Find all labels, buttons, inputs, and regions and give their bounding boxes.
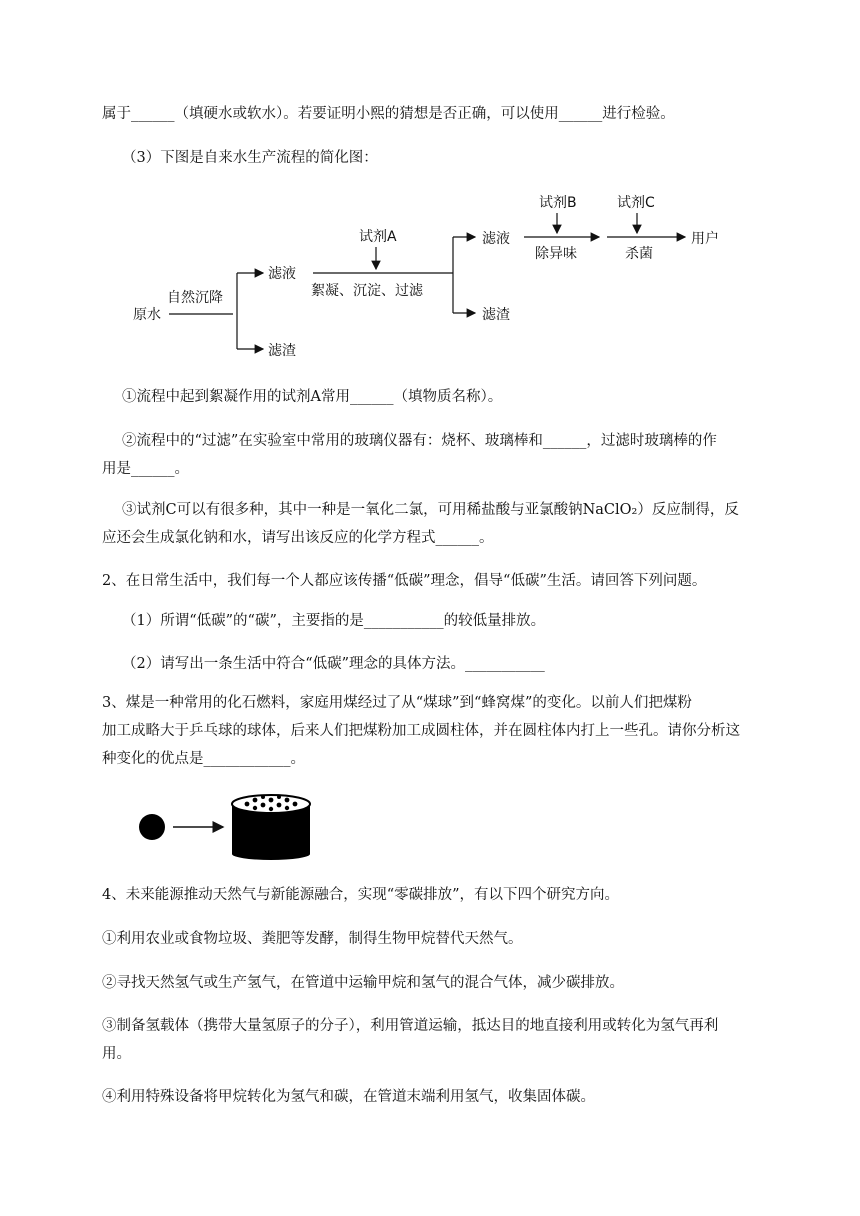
flow-natural-settling: 自然沉降 xyxy=(167,290,223,306)
q4-item3-line1: ③制备氢载体（携带大量氢原子的分子），利用管道运输，抵达目的地直接利用或转化为氢气再利 xyxy=(102,1018,719,1034)
q1-item1: ①流程中起到絮凝作用的试剂A常用______（填物质名称）。 xyxy=(122,389,503,405)
flow-filtrate-2: 滤液 xyxy=(482,231,510,247)
coal-ball-icon xyxy=(139,814,165,840)
flow-process-1: 絮凝、沉淀、过滤 xyxy=(311,283,423,299)
q3-line3: 种变化的优点是____________。 xyxy=(102,751,305,767)
flow-raw-water: 原水 xyxy=(133,307,161,323)
flow-reagent-b: 试剂B xyxy=(539,195,577,211)
q2-sub2: （2）请写出一条生活中符合“低碳”理念的具体方法。___________ xyxy=(122,656,545,672)
flow-process-3: 杀菌 xyxy=(625,246,653,262)
q4-stem: 4、未来能源推动天然气与新能源融合，实现“零碳排放”，有以下四个研究方向。 xyxy=(102,887,620,903)
q1-item2-line2: 用是______。 xyxy=(102,461,189,477)
flow-reagent-a: 试剂A xyxy=(359,229,397,245)
q4-item3-line2: 用。 xyxy=(102,1046,131,1062)
q1-item3-line1: ③试剂C可以有很多种，其中一种是一氧化二氯，可用稀盐酸与亚氯酸钠NaClO₂）反应制得，反 xyxy=(122,502,739,518)
q1-item3-line2: 应还会生成氯化钠和水，请写出该反应的化学方程式______。 xyxy=(102,530,494,546)
q2-stem: 2、在日常生活中，我们每一个人都应该传播“低碳”理念，倡导“低碳”生活。请回答下列问题。 xyxy=(102,573,707,589)
flow-filtrate-1: 滤液 xyxy=(268,266,296,282)
q1-item2-line1: ②流程中的“过滤”在实验室中常用的玻璃仪器有：烧杯、玻璃棒和______，过滤时玻璃棒的作 xyxy=(122,433,717,449)
q1-hardness-line: 属于______（填硬水或软水）。若要证明小熙的猜想是否正确，可以使用______进行检验。 xyxy=(102,106,675,122)
flow-user: 用户 xyxy=(691,231,719,247)
q4-item2: ②寻找天然氢气或生产氢气，在管道中运输甲烷和氢气的混合气体，减少碳排放。 xyxy=(102,975,624,991)
coal-ball-to-honeycomb-illustration xyxy=(135,792,335,867)
water-treatment-flow-diagram xyxy=(125,185,735,370)
flow-residue-1: 滤渣 xyxy=(268,343,296,359)
flow-reagent-c: 试剂C xyxy=(617,195,655,211)
q4-item1: ①利用农业或食物垃圾、粪肥等发酵，制得生物甲烷替代天然气。 xyxy=(102,931,523,947)
flow-residue-2: 滤渣 xyxy=(482,307,510,323)
q4-item4: ④利用特殊设备将甲烷转化为氢气和碳，在管道末端利用氢气，收集固体碳。 xyxy=(102,1089,595,1105)
q1-sub3-intro: （3）下图是自来水生产流程的简化图： xyxy=(122,150,378,166)
q3-line1: 3、煤是一种常用的化石燃料，家庭用煤经过了从“煤球”到“蜂窝煤”的变化。以前人们把煤粉 xyxy=(102,695,692,711)
flow-process-2: 除异味 xyxy=(535,246,577,262)
honeycomb-briquette-icon xyxy=(232,795,310,860)
q2-sub1: （1）所谓“低碳”的“碳”，主要指的是___________的较低量排放。 xyxy=(122,613,546,629)
q3-line2: 加工成略大于乒乓球的球体，后来人们把煤粉加工成圆柱体，并在圆柱体内打上一些孔。请你分析这 xyxy=(102,723,740,739)
